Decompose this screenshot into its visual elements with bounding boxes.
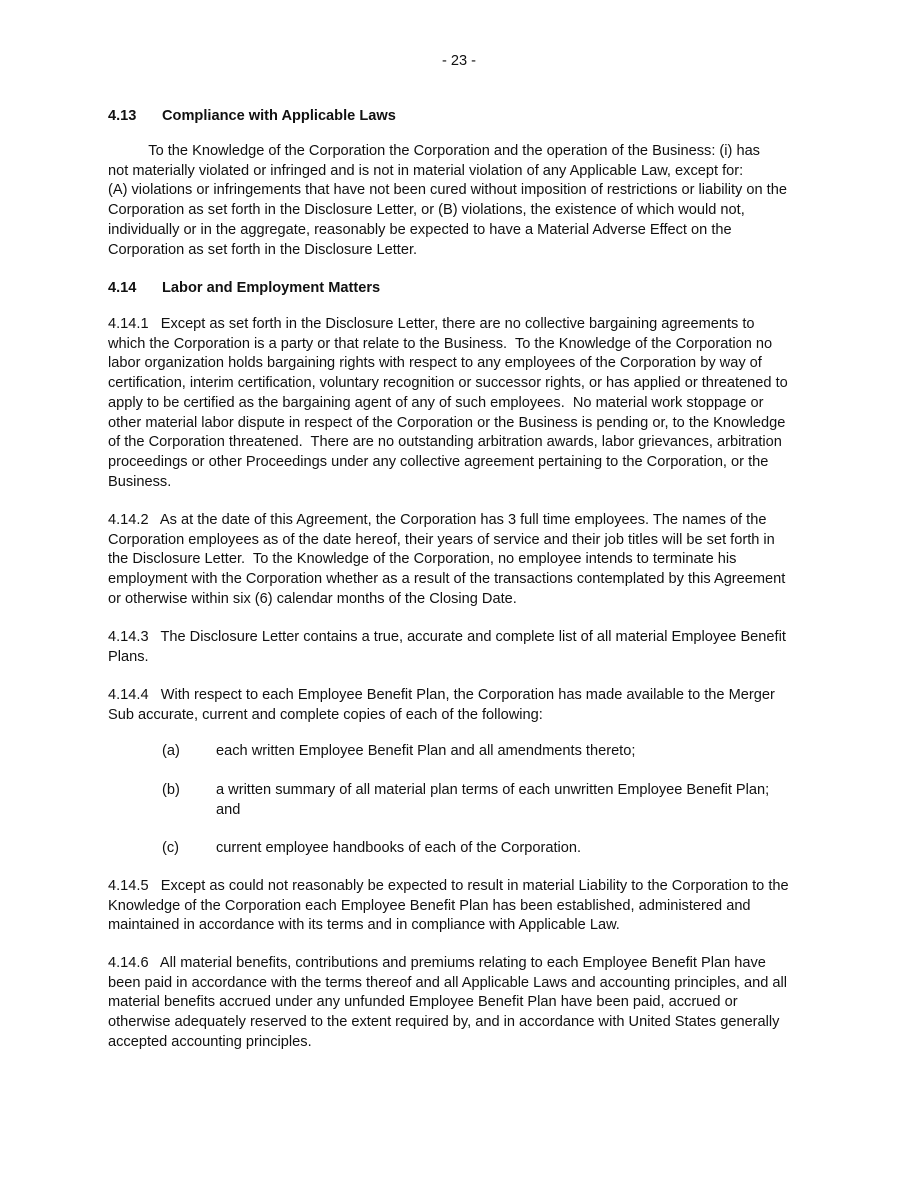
section-title: Compliance with Applicable Laws <box>162 108 396 124</box>
text-line: or otherwise within six (6) calendar months of the Closing Date. <box>108 590 517 607</box>
text-line: current employee handbooks of each of the Corporation. <box>216 840 582 856</box>
text-line: 4.14.2 As at the date of this Agreement, the Corporation has 3 full time employees. The names of the <box>108 512 767 528</box>
text-line: Corporation as set forth in the Disclosure Letter, or (B) violations, the existence of which would not, <box>108 202 745 219</box>
text-line: been paid in accordance with the terms thereof and all Applicable Laws and accounting principles, and all <box>108 974 788 991</box>
text-line: individually or in the aggregate, reasonably be expected to have a Material Adverse Effect on the <box>108 221 732 238</box>
text-line: other material labor dispute in respect of the Corporation or the Business is pending or, to the Knowledge <box>108 414 786 431</box>
paragraph <box>108 511 828 610</box>
section-number: 4.14 <box>108 280 137 296</box>
paragraph <box>108 686 828 725</box>
text-line: material benefits accrued under any unfunded Employee Benefit Plan have been paid, accrued or <box>108 994 738 1011</box>
text-line: the Disclosure Letter. To the Knowledge of the Corporation, no employee intends to terminate his <box>108 551 737 568</box>
text-line: otherwise adequately reserved to the extent required by, and in accordance with United States generally <box>108 1014 780 1031</box>
text-line: (A) violations or infringements that have not been cured without imposition of restrictions or liability on the <box>108 182 787 199</box>
list-item-label: (c) <box>162 840 180 856</box>
text-line: 4.14.3 The Disclosure Letter contains a true, accurate and complete list of all material Employee Benefit <box>108 629 786 645</box>
text-line: To the Knowledge of the Corporation the Corporation and the operation of the Business: (i) has <box>108 143 760 159</box>
text-line: 4.14.5 Except as could not reasonably be expected to result in material Liability to the Corporation to the <box>108 878 789 894</box>
text-line: and <box>216 801 241 818</box>
paragraph <box>108 315 828 492</box>
text-line: certification, interim certification, voluntary recognition or successor rights, or has applied or threatened to <box>108 375 788 392</box>
text-line: Sub accurate, current and complete copies of each of the following: <box>108 706 543 723</box>
text-line: each written Employee Benefit Plan and all amendments thereto; <box>216 743 636 759</box>
text-line: accepted accounting principles. <box>108 1033 312 1050</box>
section-number: 4.13 <box>108 108 137 124</box>
text-line: Corporation employees as of the date hereof, their years of service and their job titles will be set forth in <box>108 531 775 548</box>
text-line: employment with the Corporation whether as a result of the transactions contemplated by this Agreement <box>108 571 786 588</box>
text-line: Corporation as set forth in the Disclosure Letter. <box>108 241 418 258</box>
text-line: Business. <box>108 473 172 490</box>
paragraph <box>108 628 828 667</box>
list-item-text <box>216 839 816 859</box>
section-heading <box>108 107 828 127</box>
text-line: 4.14.6 All material benefits, contributions and premiums relating to each Employee Benefit Plan have <box>108 955 766 971</box>
text-line: a written summary of all material plan terms of each unwritten Employee Benefit Plan; <box>216 782 770 798</box>
list-item-label: (a) <box>162 743 180 759</box>
text-line: Plans. <box>108 648 149 665</box>
text-line: apply to be certified as the bargaining agent of any of such employees. No material work stoppage or <box>108 394 764 411</box>
page-number: - 23 - <box>441 53 477 69</box>
text-line: maintained in accordance with its terms and in compliance with Applicable Law. <box>108 917 620 934</box>
section-heading <box>108 279 828 299</box>
text-line: Knowledge of the Corporation each Employee Benefit Plan has been established, administered and <box>108 897 751 914</box>
paragraph <box>108 142 828 260</box>
text-line: 4.14.4 With respect to each Employee Benefit Plan, the Corporation has made available to the Merger <box>108 687 775 703</box>
text-line: labor organization holds bargaining rights with respect to any employees of the Corporation by way of <box>108 355 762 372</box>
text-line: not materially violated or infringed and is not in material violation of any Applicable Law, except for: <box>108 162 744 179</box>
paragraph <box>108 954 828 1053</box>
text-line: 4.14.1 Except as set forth in the Disclosure Letter, there are no collective bargaining agreements to <box>108 316 755 332</box>
text-line: of the Corporation threatened. There are no outstanding arbitration awards, labor grievances, arbitration <box>108 434 782 451</box>
list-item-text <box>216 742 816 762</box>
paragraph <box>108 877 828 936</box>
text-line: proceedings or other Proceedings under any collective agreement pertaining to the Corporation, or the <box>108 453 769 470</box>
section-title: Labor and Employment Matters <box>162 280 381 296</box>
list-item-text <box>216 781 816 820</box>
list-item-label: (b) <box>162 782 180 798</box>
text-line: which the Corporation is a party or that relate to the Business. To the Knowledge of the Corporation no <box>108 335 773 352</box>
